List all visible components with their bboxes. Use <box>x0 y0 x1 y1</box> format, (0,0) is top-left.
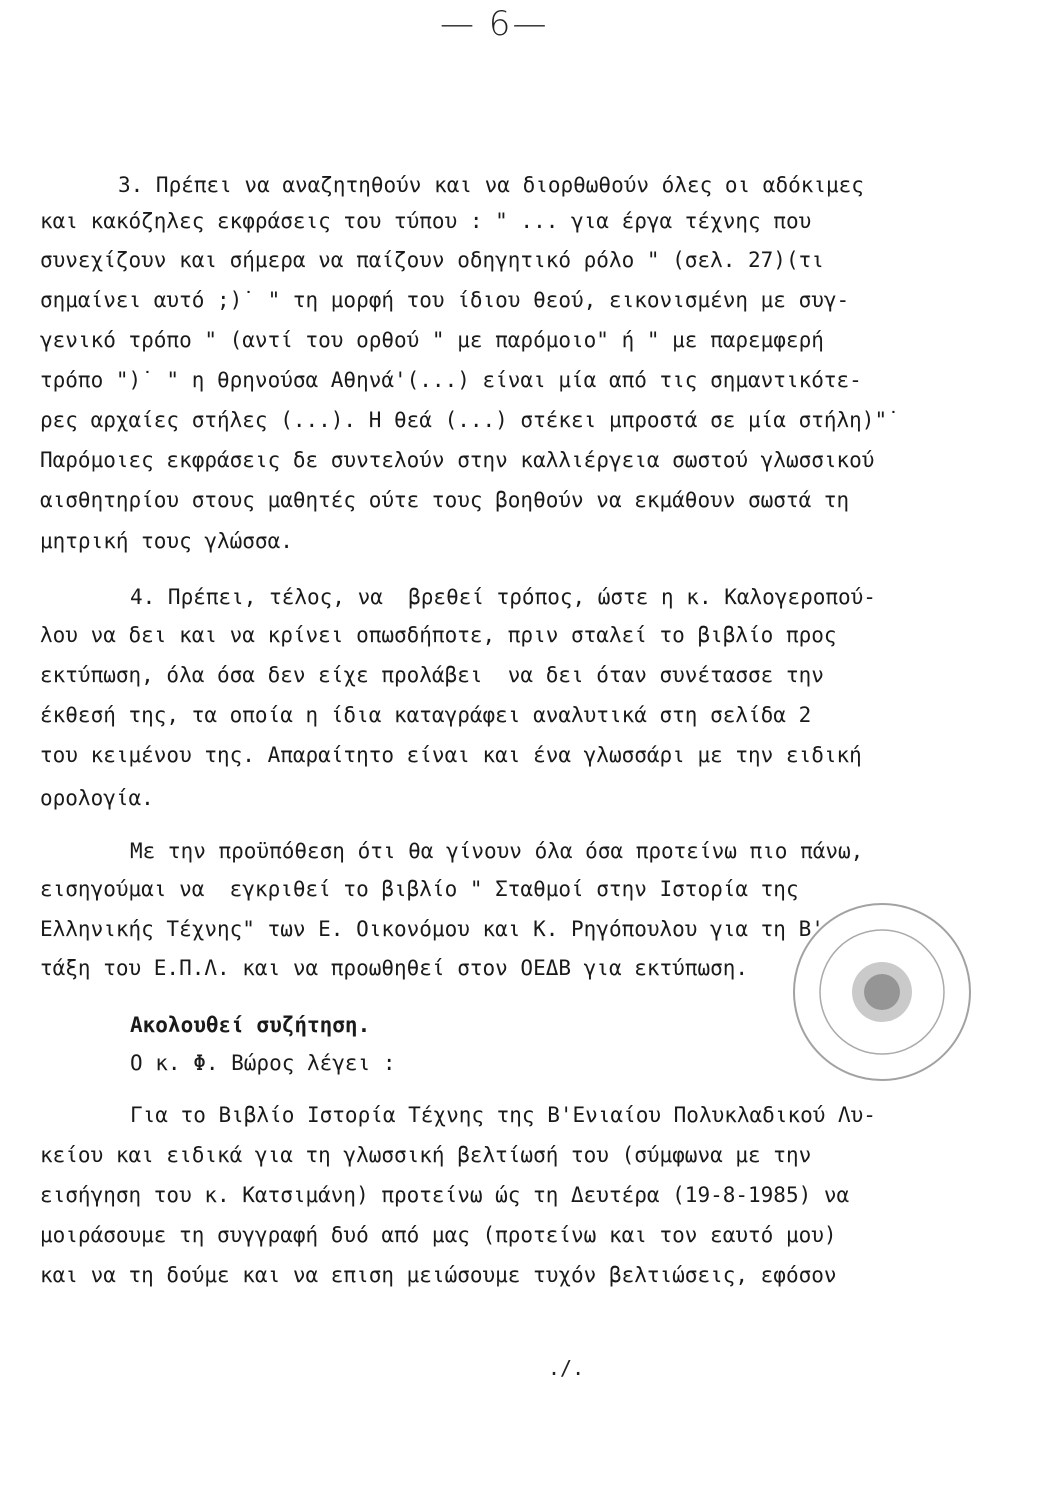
text-line: ρες αρχαίες στήλες (...). Η θεά (...) στέκει μπροστά σε μία στήλη)"˙ <box>40 408 900 432</box>
text-line: ορολογία. <box>40 786 154 810</box>
text-line: Με την προϋπόθεση ότι θα γίνουν όλα όσα προτείνω πιο πάνω, <box>130 839 864 863</box>
official-stamp-icon <box>790 900 975 1085</box>
text-line: αισθητηρίου στους μαθητές ούτε τους βοηθούν να εκμάθουν σωστά τη <box>40 488 850 512</box>
continuation-mark: ./. <box>548 1356 585 1380</box>
text-line: Για το Βιβλίο Ιστορία Τέχνης της Β'Ενιαίου Πολυκλαδικού Λυ- <box>130 1103 876 1127</box>
text-line: τάξη του Ε.Π.Λ. και να προωθηθεί στον ΟΕΔΒ για εκτύπωση. <box>40 956 749 980</box>
text-line: του κειμένου της. Απαραίτητο είναι και ένα γλωσσάρι με την ειδική <box>40 743 862 767</box>
text-line: μητρική τους γλώσσα. <box>40 529 293 553</box>
text-line: έκθεσή της, τα οποία η ίδια καταγράφει αναλυτικά στη σελίδα 2 <box>40 703 812 727</box>
text-line: Ο κ. Φ. Βώρος λέγει : <box>130 1051 396 1075</box>
text-line: κείου και ειδικά για τη γλωσσική βελτίωσή του (σύμφωνα με την <box>40 1143 812 1167</box>
text-line: λου να δει και να κρίνει οπωσδήποτε, πριν σταλεί το βιβλίο προς <box>40 623 837 647</box>
text-line: εισήγηση του κ. Κατσιμάνη) προτείνω ώς τη Δευτέρα (19-8-1985) να <box>40 1183 850 1207</box>
text-line: 3. Πρέπει να αναζητηθούν και να διορθωθούν όλες οι αδόκιμες <box>118 173 864 197</box>
text-line: εκτύπωση, όλα όσα δεν είχε προλάβει να δει όταν συνέτασσε την <box>40 663 824 687</box>
text-line: συνεχίζουν και σήμερα να παίζουν οδηγητικό ρόλο " (σελ. 27)(τι <box>40 248 824 272</box>
text-line: και κακόζηλες εκφράσεις του τύπου : " ... για έργα τέχνης που <box>40 209 812 233</box>
text-line: και να τη δούμε και να επιση μειώσουμε τυχόν βελτιώσεις, εφόσον <box>40 1263 837 1287</box>
text-line: εισηγούμαι να εγκριθεί το βιβλίο " Σταθμοί στην Ιστορία της <box>40 877 799 901</box>
text-line: τρόπο ")˙ " η θρηνούσα Αθηνά'(...) είναι μία από τις σημαντικότε- <box>40 368 862 392</box>
page-number: — 6— <box>440 4 549 44</box>
text-line: μοιράσουμε τη συγγραφή δυό από μας (προτείνω και τον εαυτό μου) <box>40 1223 837 1247</box>
text-line: γενικό τρόπο " (αντί του ορθού " με παρόμοιο" ή " με παρεμφερή <box>40 328 824 352</box>
text-line: σημαίνει αυτό ;)˙ " τη μορφή του ίδιου θεού, εικονισμένη με συγ- <box>40 288 850 312</box>
text-line: Ακολουθεί συζήτηση. <box>130 1013 371 1037</box>
text-line: Παρόμοιες εκφράσεις δε συντελούν στην καλλιέργεια σωστού γλωσσικού <box>40 448 875 472</box>
text-line: Ελληνικής Τέχνης" των Ε. Οικονόμου και Κ. Ρηγόπουλου για τη Β' <box>40 917 824 941</box>
text-line: 4. Πρέπει, τέλος, να βρεθεί τρόπος, ώστε η κ. Καλογεροπού- <box>130 585 876 609</box>
